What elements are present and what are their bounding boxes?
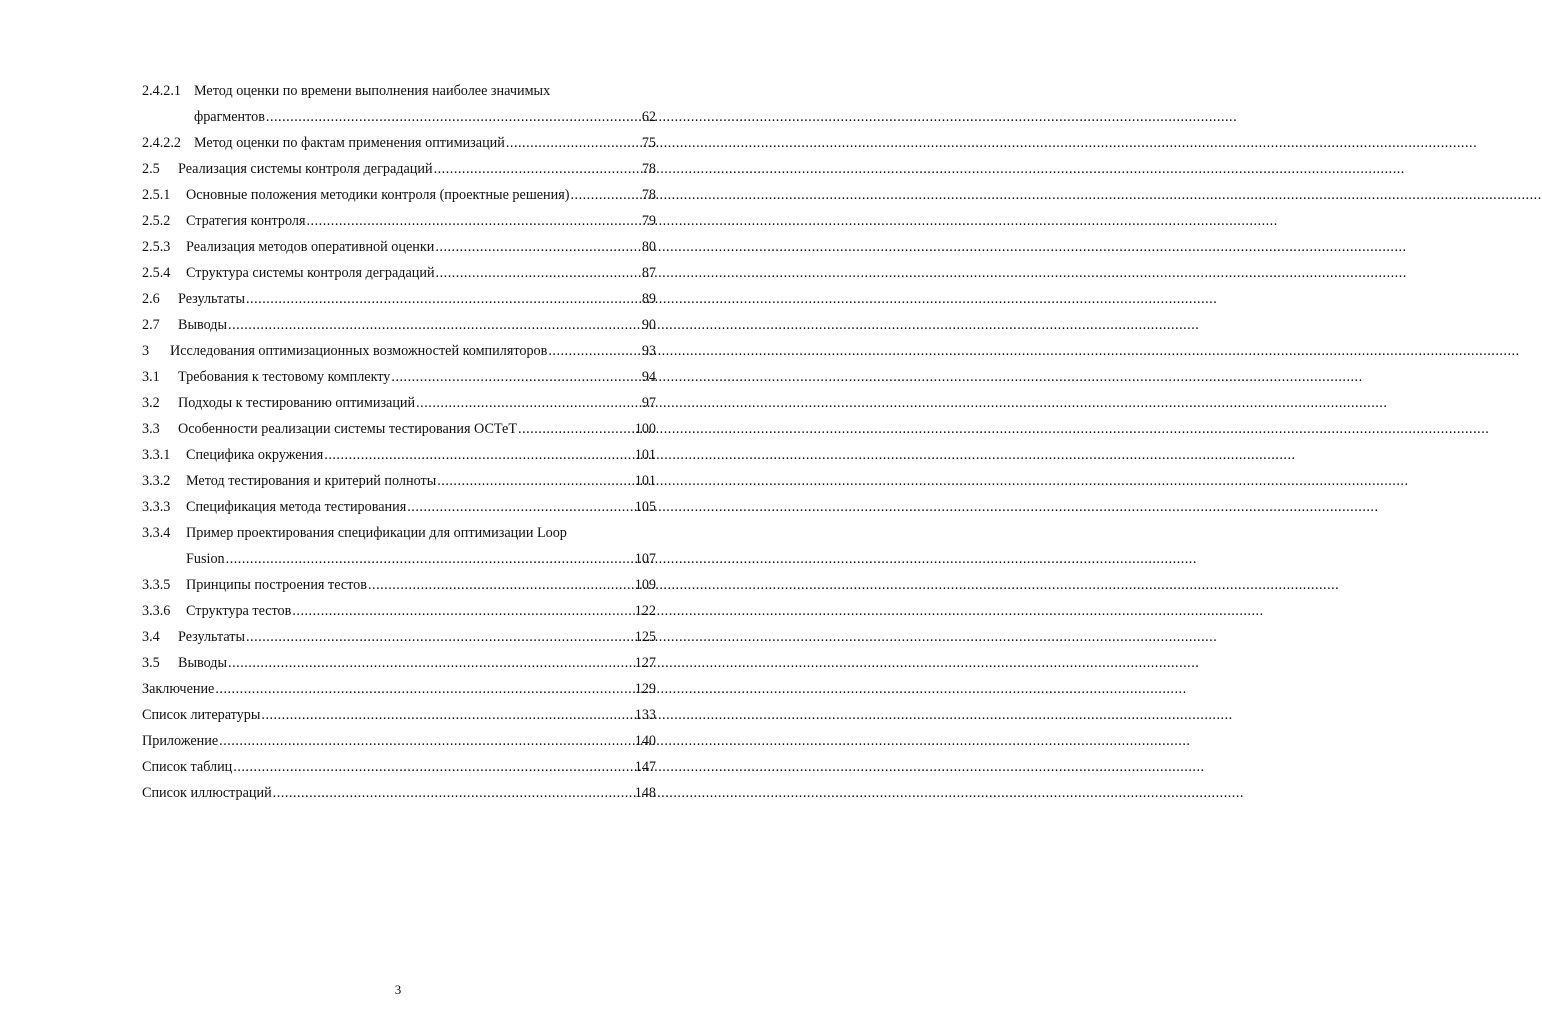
dot-leader	[266, 104, 641, 130]
toc-entry	[142, 676, 656, 702]
toc-entry-line	[142, 78, 656, 104]
toc-entry-number: 3.3.5	[142, 577, 171, 593]
toc-entry-title: Результаты	[178, 291, 245, 307]
dot-leader	[416, 390, 641, 416]
toc-entry-page: 90	[641, 317, 656, 333]
toc-entry-number: 3	[142, 343, 150, 359]
dot-leader	[219, 728, 634, 754]
toc-entry-page: 78	[641, 161, 656, 177]
toc-entry	[142, 598, 656, 624]
toc-entry-number: 3.3.2	[142, 473, 171, 489]
toc-entry-title: Реализация системы контроля деградаций	[178, 161, 433, 177]
dot-leader	[228, 312, 641, 338]
toc-entry-page: 80	[641, 239, 656, 255]
dot-leader	[215, 676, 633, 702]
toc-entry-number: 2.5	[142, 161, 160, 177]
toc-entry-number: 3.4	[142, 629, 160, 645]
toc-entry-page: 107	[634, 551, 656, 567]
toc-entry-title: Подходы к тестированию оптимизаций	[178, 395, 416, 411]
toc-entry-title-cont: фрагментов	[194, 109, 265, 125]
toc-entry-number: 3.3.3	[142, 499, 171, 515]
toc-entry-number: 2.5.4	[142, 265, 171, 281]
toc-entry	[142, 442, 656, 468]
toc-entry-number: 3.5	[142, 655, 160, 671]
toc-entry-continuation	[142, 104, 656, 130]
page-number: 3	[394, 982, 402, 997]
toc-entry-title: Особенности реализации системы тестирования ОСТеТ	[178, 421, 518, 437]
dot-leader	[570, 182, 640, 208]
dot-leader	[292, 598, 633, 624]
dot-leader	[436, 260, 641, 286]
toc-entry-title: Выводы	[178, 655, 228, 671]
toc-entry-page: 127	[634, 655, 656, 671]
dot-leader	[368, 572, 634, 598]
toc-entry-page: 122	[634, 603, 656, 619]
toc-entry-page: 93	[641, 343, 656, 359]
toc-entry-title: Спецификация метода тестирования	[186, 499, 407, 515]
toc-entry	[142, 468, 656, 494]
toc-entry	[142, 286, 656, 312]
toc-entry-title: Структура системы контроля деградаций	[186, 265, 435, 281]
toc-entry	[142, 338, 656, 364]
toc-entry-number: 3.2	[142, 395, 160, 411]
toc-entry-page: 129	[634, 681, 656, 697]
dot-leader	[324, 442, 633, 468]
toc-entry-title: Пример проектирования спецификации для оптимизации Loop	[186, 525, 567, 541]
toc-entry	[142, 208, 656, 234]
toc-entry-page: 79	[641, 213, 656, 229]
toc-entry-title: Список иллюстраций	[142, 785, 272, 801]
toc-entry-number: 2.6	[142, 291, 160, 307]
toc-entry-page: 89	[641, 291, 656, 307]
dot-leader	[506, 130, 641, 156]
toc-entry	[142, 780, 656, 806]
toc-entry-page: 101	[634, 473, 656, 489]
toc-entry-page: 75	[641, 135, 656, 151]
toc-entry-number: 3.3.4	[142, 525, 171, 541]
toc-entry-title: Список литературы	[142, 707, 261, 723]
toc-entry	[142, 182, 656, 208]
dot-leader	[518, 416, 634, 442]
toc-entry-title: Заключение	[142, 681, 215, 697]
toc-entry-title: Метод тестирования и критерий полноты	[186, 473, 437, 489]
toc-entry	[142, 650, 656, 676]
toc-entry-page: 87	[641, 265, 656, 281]
toc-entry-number: 2.7	[142, 317, 160, 333]
toc-entry-line	[142, 520, 656, 546]
dot-leader	[548, 338, 640, 364]
toc-entry	[142, 572, 656, 598]
toc-entry	[142, 702, 656, 728]
toc-entry-continuation	[142, 546, 656, 572]
dot-leader	[435, 234, 640, 260]
toc-entry-number: 2.5.2	[142, 213, 171, 229]
dot-leader	[246, 624, 634, 650]
toc-entry-title: Список таблиц	[142, 759, 233, 775]
toc-entry-page: 105	[634, 499, 656, 515]
toc-entry-title: Стратегия контроля	[186, 213, 306, 229]
toc-entry-title: Приложение	[142, 733, 219, 749]
toc-entry	[142, 494, 656, 520]
toc-entry-title: Специфика окружения	[186, 447, 324, 463]
toc-entry-page: 101	[634, 447, 656, 463]
toc-entry-title: Реализация методов оперативной оценки	[186, 239, 435, 255]
toc-entry-number: 2.5.3	[142, 239, 171, 255]
toc-entry-title: Результаты	[178, 629, 245, 645]
toc-entry-page: 78	[641, 187, 656, 203]
toc-entry-number: 3.3.6	[142, 603, 171, 619]
toc-entry	[142, 312, 656, 338]
toc-entry-title: Принципы построения тестов	[186, 577, 367, 593]
toc-entry-number: 3.3.1	[142, 447, 171, 463]
toc-entry-title: Требования к тестовому комплекту	[178, 369, 391, 385]
toc-entry-page: 133	[634, 707, 656, 723]
toc-entry-number: 2.5.1	[142, 187, 171, 203]
toc-entry-page: 148	[634, 785, 656, 801]
toc-entry-number: 2.4.2.2	[142, 135, 182, 151]
dot-leader	[228, 650, 634, 676]
toc-entry	[142, 624, 656, 650]
toc-entry-title: Метод оценки по времени выполнения наиболее значимых	[194, 83, 551, 99]
dot-leader	[261, 702, 633, 728]
dot-leader	[437, 468, 633, 494]
toc-entry-page: 97	[641, 395, 656, 411]
toc-entry-title: Выводы	[178, 317, 228, 333]
dot-leader	[391, 364, 640, 390]
toc-entry	[142, 364, 656, 390]
toc-entry-title: Структура тестов	[186, 603, 292, 619]
toc-entry-page: 147	[634, 759, 656, 775]
dot-leader	[307, 208, 641, 234]
dot-leader	[273, 780, 634, 806]
toc-entry-number: 3.1	[142, 369, 160, 385]
toc-entry	[142, 260, 656, 286]
toc-entry	[142, 416, 656, 442]
toc-entry-page: 94	[641, 369, 656, 385]
toc-entry	[142, 234, 656, 260]
table-of-contents	[142, 78, 656, 806]
toc-entry	[142, 130, 656, 156]
toc-entry-title: Основные положения методики контроля (проектные решения)	[186, 187, 570, 203]
toc-entry	[142, 728, 656, 754]
dot-leader	[233, 754, 633, 780]
toc-entry-page: 62	[641, 109, 656, 125]
dot-leader	[246, 286, 641, 312]
dot-leader	[226, 546, 634, 572]
toc-entry-page: 125	[634, 629, 656, 645]
toc-entry-page: 109	[634, 577, 656, 593]
dot-leader	[434, 156, 641, 182]
dot-leader	[407, 494, 633, 520]
toc-entry-title: Метод оценки по фактам применения оптимизаций	[194, 135, 505, 151]
toc-entry	[142, 156, 656, 182]
toc-entry-number: 2.4.2.1	[142, 83, 182, 99]
toc-entry-title: Исследования оптимизационных возможностей компиляторов	[170, 343, 548, 359]
toc-entry-page: 140	[634, 733, 656, 749]
toc-entry-number: 3.3	[142, 421, 160, 437]
toc-entry-title-cont: Fusion	[186, 551, 225, 567]
toc-entry	[142, 390, 656, 416]
toc-entry	[142, 754, 656, 780]
toc-entry-page: 100	[634, 421, 656, 437]
